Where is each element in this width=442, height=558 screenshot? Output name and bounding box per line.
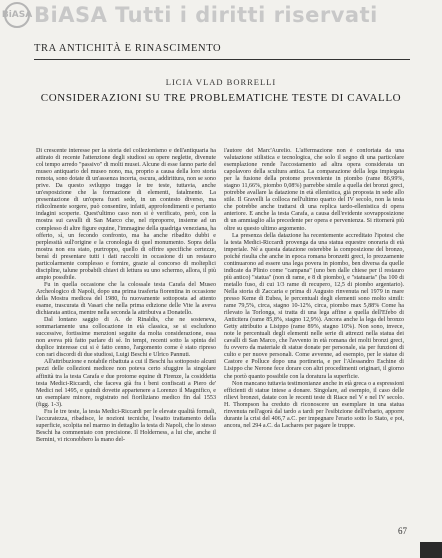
text-column-left (36, 148, 216, 538)
scan-corner-mark (420, 542, 442, 558)
paragraph: La presenza della datazione ha recentemente accreditato l'ipotesi che la testa Medici-Riccardi provenga da una statua equestre onoraria di età imperiale. Né a questa datazione osterebbe la composizione del bronzo, poiché risulta che anche in epoca romana bronzetti greci, lo prezzamente continuarono ad essere una lega povera in piombo, ben diversa da quelle indicate da Plinio come "campana" (uno ben dalle chiese per il restauro più antico) "statua" (non di rame, e 8 di piombo), e "statuaria" (ba 100 di metallo fuso, di cui 1/3 rame di recupero, 12,5 di piombo argentario). Nella storia di Zaccaria e prima di Augusto rinvenuta nel 1979 in mare presso Keme di Eubea, le percentuali degli elementi sono molto simili: rame 79,5%, circa, stagno 10-12%, circa, piombo max 5,88% Come ha rilevato la Torlonga, si tratta di una lega affine a quella dell'Efebo di Anticitera (rame 85,8%, stagno 12,9%). Ancora anche la lega del bronzo Getty attribuito a Lisippo (rame 89%, stagno 10%). Non sono, invece, note le percentuali degli elementi nelle serie di attrezzi nella statua dei cavalli di San Marco, che l'avvento in età romana dei molti bronzi greci, fu ovvero da materiale di statue donate per personale, sia per funzioni di culto e per nuove personali. Come avvenne, ad esempio, per le statue di Castore e Polluce dopo una portineria, e per l'Alessandro Eschine di Lisippo che Nerone fece dorare con altri procedimenti originari, il giorno che portò quanto possibile con la doratura la superficie. (224, 232, 404, 380)
watermark-banner (0, 0, 442, 30)
paragraph: Fra le tre teste, la testa Medici-Riccardi per le elevate qualità formali, l'accuratezza, ribadisce, le nozioni tecniche, l'esatto trattamento della superficie, scolpita nel marmo in dettaglio la testa di Napoli, che lo stesso Beschi ha commentato con precisione. Il Holderness, a lui che, anche il Bernini, vi riconobbero la mano del- (36, 408, 216, 443)
text-column-right (224, 148, 404, 538)
watermark-logo: BiASA (4, 2, 30, 28)
page-number: 67 (398, 526, 407, 536)
paragraph: Dal lontano saggio di A. de Rinaldis, che ne sosteneva, sommariamente una collocazione in età classica, se si escludono successive, fortissime menzioni seguite da molta considerazione, essa non aveva più fatto parlare di sé. In tempi, recenti sotto la spinta del duplice interesse cui si è fatto cenno, l'argomento come è stato ripreso con rari discordi di due studiosi, Luigi Beschi e Ulrico Pannuti. (36, 317, 216, 359)
heading-rule (34, 59, 410, 60)
article-title: CONSIDERAZIONI SU TRE PROBLEMATICHE TESTE DI CAVALLO (40, 92, 402, 104)
article-author: LICIA VLAD BORRELLI (165, 77, 277, 87)
paragraph: l'autore del Marc'Aurelio. L'affermazione non è confortata da una valutazione stilistica e tecnologica, che solo il segno di una particolare esemplazione rende l'accostamento ad altra opera considerata un capolavoro della scultura antica. La comparazione della lega impiegata per la fusione della protome proveniente in piombo (rame 86,99%, stagno 11,66%, piombo 0,08%) parrebbe simile a quella dei bronzi greci, potrebbe avallare la datazione in età ellenistica, già proposta in sede allo stile. Il Gravelli la colloca nell'ultimo quarto del IV secolo, non la testa che potrebbe anche trattarsi di una replica tardo-ellenistica di opera anteriore. E anche la testa Carafa, a causa dell'evidente sovrapposizione di un ammiaglio alla precedente per opera e pervenienza. Si ritornerà più oltre su questo ultimo argomento. (224, 148, 404, 232)
paragraph: Fu in quella occasione che la colossale testa Carafa del Museo Archeologico di Napoli, dopo una prima trasferta fiorentina in occasione della Mostra medicea del 1980, fu nuovamente sottoposta ad attento esame, trascurata di Vasari che nella prima edizione delle Vite la aveva dichiarata antica, mentre nella seconda la attribuiva a Donatello. (36, 281, 216, 317)
paragraph: Di crescente interesse per la storia del collezionismo e dell'antiquaria ha attirato di recente l'attenzione degli studiosi su opere neglette, divenute col tempo arredo "passivo" di molti musei. Alcune di esse fanno parte del museo antiquario del museo nono, ma, proprio a causa della loro storia remota, sono dotate di un'assenza incerta, oscura, addirittura, non se sono prive. Da questo sviluppo traggo le tre teste, tuttavia, anche un'esposizione che la formazione di elementi, fatalmente. La presentazione di un'opera fuori sede, in un contesto diverso, ma ridicolmente sorgere, può consentire, infatti, approfondimenti e pertanto indagini scoperte. Quest'ultimo caso non si è verificato, però, con la mostra sui cavalli di San Marco che, nel riproporre, insieme ad un complesso di altre figure equine, l'immagine della quadriga veneziana, ha offerto, sì, un fecondo confronto, ma ha anche ribadito dubbi e perplessità sull'origine e la cronologia di quel monumento. Sopra della mostra non era stato, purtroppo, quello di offrire specifiche certezze, bensì di presentare tutti i dati raccolti in occasione di un restauro particolarmente complesso e fornire, grazie al concorso di molteplici discipline, talune probabili chiavi di lettura su uno schermo, allora, il più ampio possibile. (36, 148, 216, 281)
paragraph: Non mancano tuttavia testimonianze anche in età greca o a espressioni efficienti di statue intese a donare. Singolare, ad esempio, il caso delle rilievi bronzei, datate con le recenti teste di Riace nel V e nel IV secolo. H. Thompson ha creduto di riconoscere un esemplare in una statua rinvenuta nell'agorà dal tardo a tardi per l'esibizione dell'erbario, apporre durante la crisi del 406,7 a.C. per impegnare l'erario sotto lo Stato, e poi, ancora, nel 294 a.C. da Lachares per pagare le truppe. (224, 380, 404, 429)
watermark-text: BiASA Tutti i diritti riservati (34, 3, 378, 27)
paragraph: All'attribuzione e notabile ribattuta a cui il Beschi ha sottoposto alcuni pezzi delle collezioni medicee non poteva certo sfuggire la singolare affinità tra la testa Carafa e due protome equine di Firenze, la cosiddetta testa Medici-Riccardi, che faceva già fra i beni confiscati a Piero de' Medici nel 1495, e quindi dovette appartenere a Lorenzo il Magnifico, e un esemplare minore, registrato nel fioriliziano medico fin dal 1553 (figg. 1-3). (36, 359, 216, 408)
section-heading: TRA ANTICHITÀ E RINASCIMENTO (34, 43, 222, 54)
